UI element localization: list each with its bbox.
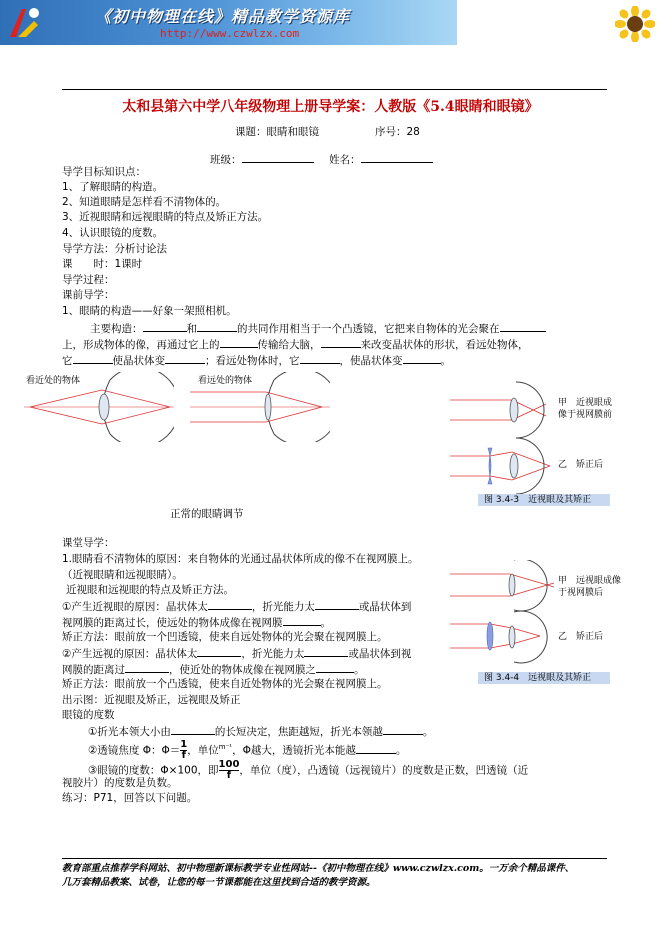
name-field[interactable] xyxy=(361,151,433,163)
class-line xyxy=(88,740,406,761)
name-label-text: 姓名： xyxy=(329,154,361,166)
goal-item: 4、认识眼镜的度数。 xyxy=(62,227,164,239)
class-line xyxy=(62,645,411,661)
text: 。 xyxy=(320,617,331,629)
figure-caption: 图 3.4-3 近视眼及其矫正 xyxy=(484,495,592,505)
blank-field[interactable] xyxy=(356,742,396,754)
caption-normal: 正常的眼睛调节 xyxy=(170,508,244,520)
topic-label: 课题：眼睛和眼镜 xyxy=(235,126,319,138)
class-line: 视胶片）的度数是负数。 xyxy=(62,777,178,789)
figure-label: 于视网膜后 xyxy=(558,588,604,598)
blank-field[interactable] xyxy=(316,661,354,673)
class-line xyxy=(62,598,411,614)
blank-field[interactable] xyxy=(500,320,546,332)
method-line: 导学方法：分析讨论法 xyxy=(62,243,167,255)
text: ，使晶状体变 xyxy=(339,355,403,367)
blank-field[interactable] xyxy=(315,598,359,610)
structure-line-3 xyxy=(62,352,451,368)
class-line: （近视眼睛和远视眼睛）。 xyxy=(62,569,183,581)
goal-item: 3、近视眼睛和远视眼睛的特点及矫正方法。 xyxy=(62,211,269,223)
class-heading: 课堂导学： xyxy=(62,537,115,549)
banner-title: 《初中物理在线》精品教学资源库 xyxy=(95,7,351,26)
structure-title: 1、眼睛的构造——好象一架照相机。 xyxy=(62,305,237,317)
blank-field[interactable] xyxy=(143,320,187,332)
figure-label: 甲 近视眼成 xyxy=(558,398,613,408)
figure-label: 看近处的物体 xyxy=(26,376,81,386)
text: 。 xyxy=(395,744,407,757)
class-label-text: 班级： xyxy=(210,154,242,166)
figure-label: 看远处的物体 xyxy=(198,376,253,386)
text: ，单位（度），凸透镜（远视镜片）的度数是正数，凹透镜（近 xyxy=(239,764,529,777)
goals-heading: 导学目标知识点： xyxy=(62,166,146,178)
class-line: 1.眼睛看不清物体的原因：来自物体的光通过晶状体所成的像不在视网膜上。 xyxy=(62,553,419,565)
name-label xyxy=(329,151,433,167)
footer-line-2: 几万套精品教案、试卷，让您的每一节课都能在这里找到合适的教学资源。 xyxy=(62,877,376,888)
blank-field[interactable] xyxy=(383,723,423,735)
figure-caption: 图 3.4-4 远视眼及其矫正 xyxy=(484,673,592,683)
class-label xyxy=(210,151,314,167)
text: ①折光本领大小由 xyxy=(88,726,171,738)
footer-line-1: 教育部重点推荐学科网站、初中物理新课标教学专业性网站--《初中物理在线》www.czwlzx.com。一万余个精品课件、 xyxy=(62,863,575,874)
figure-label: 甲 远视眼成像 xyxy=(558,576,622,586)
goal-item: 1、了解眼睛的构造。 xyxy=(62,181,164,193)
text: 。 xyxy=(354,664,365,676)
site-logo-icon xyxy=(4,3,44,43)
blank-field[interactable] xyxy=(304,645,348,657)
header-banner xyxy=(0,0,457,45)
text: 。 xyxy=(440,355,451,367)
text: 它 xyxy=(62,355,73,367)
text: 网膜的距离过 xyxy=(62,664,125,676)
blank-field[interactable] xyxy=(321,336,361,348)
class-line: 眼镜的度数 xyxy=(62,709,115,721)
numerator: 1 xyxy=(180,739,188,750)
blank-field[interactable] xyxy=(197,645,241,657)
blank-field[interactable] xyxy=(300,352,340,364)
figure-near-object xyxy=(24,372,174,442)
text: 的共同作用相当于一个凸透镜，它把来自物体的光会聚在 xyxy=(237,323,500,335)
text: ，折光能力太 xyxy=(241,648,305,660)
text: ，折光能力太 xyxy=(251,601,315,613)
footer-divider xyxy=(62,858,607,859)
denominator: f xyxy=(181,750,186,761)
unit: m⁻¹ xyxy=(218,743,233,751)
hours-line: 课 时：1课时 xyxy=(62,258,143,270)
blank-field[interactable] xyxy=(171,723,215,735)
text: ②产生远视的原因：晶状体太 xyxy=(62,648,198,660)
banner-url[interactable]: http://www.czwlzx.com xyxy=(160,27,300,40)
class-line xyxy=(62,661,365,677)
text: 。 xyxy=(422,726,434,738)
text: 视网膜的距离过长，使远处的物体成像在视网膜 xyxy=(62,617,283,629)
text: ，Φ越大，透镜折光本能越 xyxy=(232,744,356,757)
text: ，单位 xyxy=(187,744,219,757)
text: 或晶状体到视 xyxy=(348,648,412,660)
text: ；看远处物体时，它 xyxy=(205,355,300,367)
structure-line-1 xyxy=(90,320,546,336)
class-line: 出示图：近视眼及矫正，远视眼及矫正 xyxy=(62,694,241,706)
text: 来改变晶状体的形状，看远处物体， xyxy=(360,339,529,351)
class-field[interactable] xyxy=(242,151,314,163)
blank-field[interactable] xyxy=(220,336,258,348)
figure-hyperopia xyxy=(450,560,622,688)
numerator: 100 xyxy=(218,759,240,770)
goal-item: 2、知道眼睛是怎样看不清物体的。 xyxy=(62,196,227,208)
blank-field[interactable] xyxy=(283,614,321,626)
class-line xyxy=(88,723,433,739)
blank-field[interactable] xyxy=(125,661,169,673)
process-heading: 导学过程： xyxy=(62,274,115,286)
class-line: 矫正方法：眼前放一个凹透镜，使来自远处物体的光会聚在视网膜上。 xyxy=(62,631,388,643)
text: ②透镜焦度 Φ：Φ＝ xyxy=(88,744,181,757)
denominator: f xyxy=(226,770,232,781)
figure-label: 乙 矫正后 xyxy=(558,460,604,470)
figure-myopia xyxy=(450,378,613,508)
figure-label: 乙 矫正后 xyxy=(558,632,604,642)
text: 上，形成物体的像，再通过它上的 xyxy=(62,339,220,351)
text: 或晶状体到 xyxy=(358,601,412,613)
class-line xyxy=(62,614,331,630)
blank-field[interactable] xyxy=(73,352,113,364)
serial-label: 序号：28 xyxy=(375,126,420,138)
header-divider xyxy=(62,89,607,90)
blank-field[interactable] xyxy=(197,320,237,332)
pre-heading: 课前导学： xyxy=(62,289,115,301)
text: 使晶状体变 xyxy=(112,355,165,367)
figure-label: 像于视网膜前 xyxy=(558,410,613,420)
blank-field[interactable] xyxy=(165,352,205,364)
blank-field[interactable] xyxy=(208,598,252,610)
text: 的长短决定，焦距越短，折光本领越 xyxy=(214,726,383,738)
class-line: 矫正方法：眼前放一个凸透镜，使来自近处物体的光会聚在视网膜上。 xyxy=(62,678,388,690)
figure-far-object xyxy=(190,372,330,442)
text: 传输给大脑， xyxy=(257,339,321,351)
text: ③眼镜的度数：Φ×100，即 xyxy=(88,764,219,777)
text: ，使近处的物体成像在视网膜之 xyxy=(169,664,316,676)
document-title: 太和县第六中学八年级物理上册导学案：人教版《5.4眼睛和眼镜》 xyxy=(122,99,539,115)
class-line: 近视眼和远视眼的特点及矫正方法。 xyxy=(66,584,234,596)
fraction xyxy=(219,760,240,781)
exercise-line: 练习：P71，回答以下问题。 xyxy=(62,792,198,804)
text: 主要构造： xyxy=(90,323,143,335)
text: 和 xyxy=(186,323,197,335)
text: ①产生近视眼的原因：晶状体太 xyxy=(62,601,208,613)
structure-line-2 xyxy=(62,336,529,352)
blank-field[interactable] xyxy=(403,352,441,364)
